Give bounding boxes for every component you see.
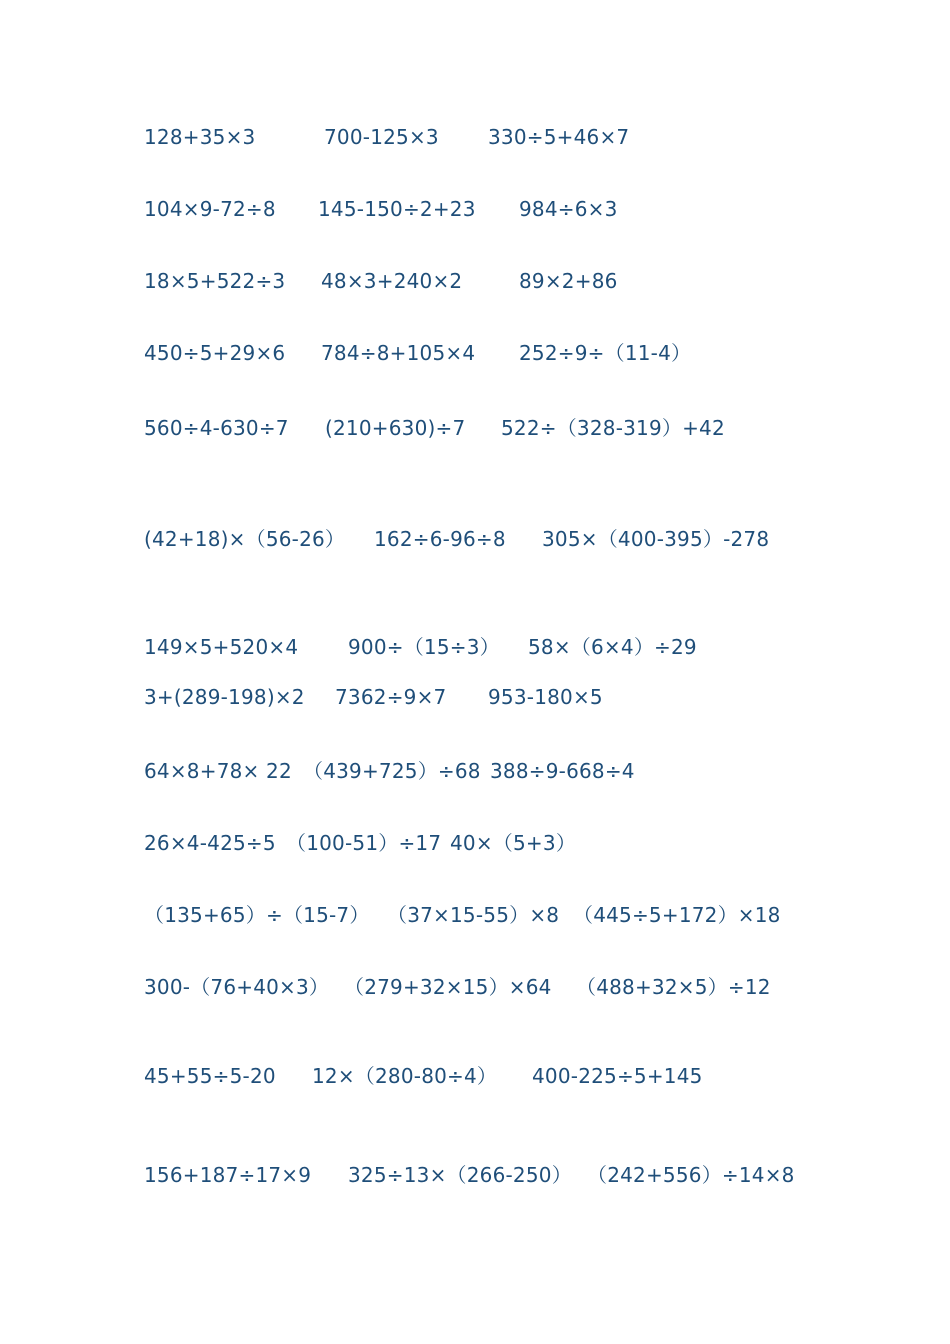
expression: 953-180×5 [488,685,603,709]
expression: 104×9-72÷8 [144,197,276,221]
expression: 388÷9-668÷4 [490,759,635,783]
expression: 700-125×3 [324,125,439,149]
expression: 48×3+240×2 [321,269,463,293]
expression: 400-225÷5+145 [532,1064,703,1088]
expression: （279+32×15）×64 [344,975,552,999]
expression: 89×2+86 [519,269,618,293]
expression: 145-150÷2+23 [318,197,476,221]
expression: 58×（6×4）÷29 [528,635,697,659]
expression: 300-（76+40×3） [144,975,330,999]
expression: 522÷（328-319）+42 [501,416,725,440]
expression: 156+187÷17×9 [144,1163,312,1187]
expression: 12×（280-80÷4） [312,1064,498,1088]
expression: 26×4-425÷5 [144,831,276,855]
expression: 7362÷9×7 [335,685,447,709]
expression: 162÷6-96÷8 [374,527,506,551]
expression: (42+18)×（56-26） [144,527,346,551]
expression: 3+(289-198)×2 [144,685,305,709]
expression: （488+32×5）÷12 [576,975,771,999]
expression: 900÷（15÷3） [348,635,500,659]
expression: 18×5+522÷3 [144,269,286,293]
expression: （445÷5+172）×18 [573,903,781,927]
expression: 149×5+520×4 [144,635,299,659]
expression: 64×8+78× 22 [144,759,292,783]
expression: 450÷5+29×6 [144,341,286,365]
expression: 325÷13×（266-250） [348,1163,572,1187]
expression: 560÷4-630÷7 [144,416,289,440]
expression: 252÷9÷（11-4） [519,341,692,365]
expression: （439+725）÷68 [303,759,481,783]
expression: 45+55÷5-20 [144,1064,276,1088]
expression: 330÷5+46×7 [488,125,630,149]
expression: 128+35×3 [144,125,256,149]
expression: （37×15-55）×8 [387,903,560,927]
expression: 305×（400-395）-278 [542,527,770,551]
expression: 784÷8+105×4 [321,341,476,365]
expression: （242+556）÷14×8 [587,1163,795,1187]
expression: （100-51）÷17 [286,831,442,855]
expression: (210+630)÷7 [325,416,466,440]
expression: 40×（5+3） [450,831,577,855]
expression: （135+65）÷（15-7） [144,903,370,927]
expression: 984÷6×3 [519,197,618,221]
